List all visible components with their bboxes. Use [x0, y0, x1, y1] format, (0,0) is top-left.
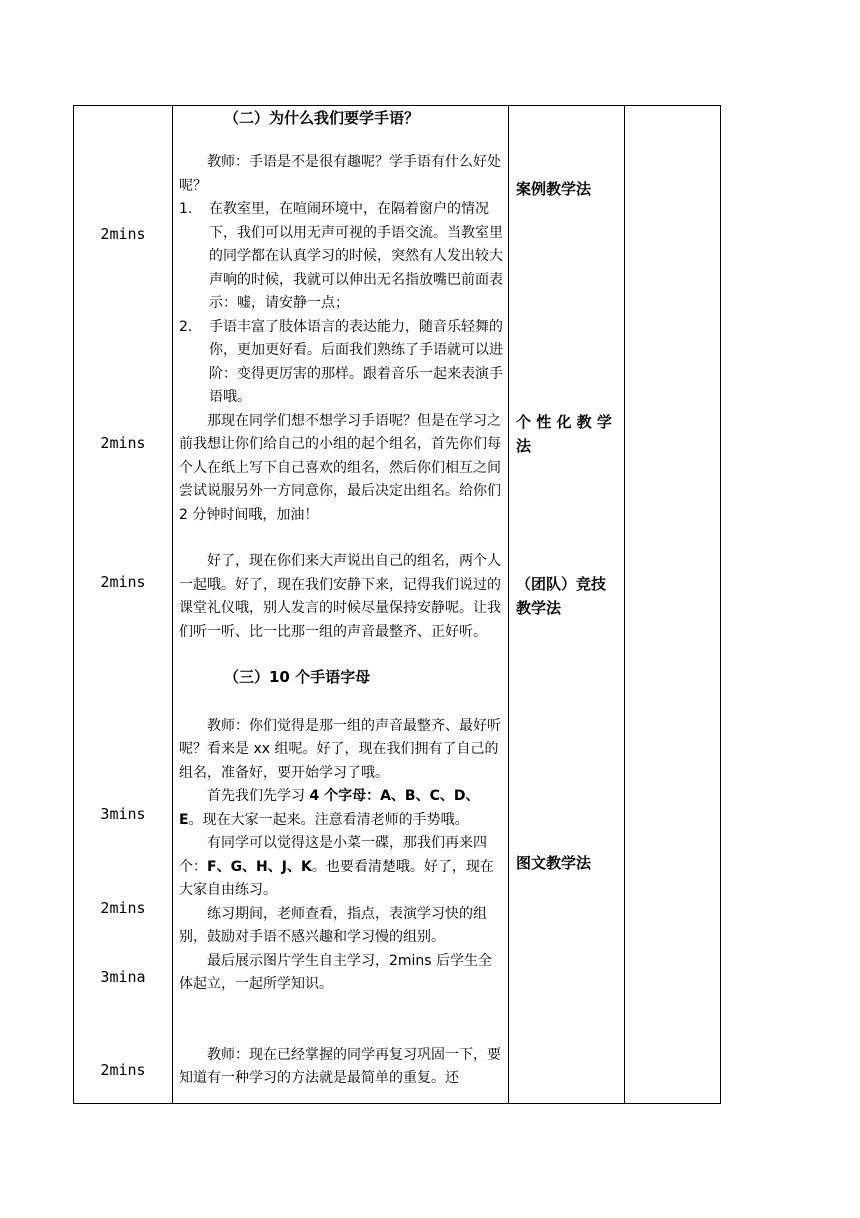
section-heading: （三）10 个手语字母: [224, 668, 371, 686]
item-text: 手语丰富了肢体语言的表达能力，随音乐轻舞的你，更加更好看。后面我们熟练了手语就可以进阶：变得更厉害的那样。跟着音乐一起来表演手语哦。: [209, 318, 503, 405]
paragraph: 教师：现在已经掌握的同学再复习巩固一下，要知道有一种学习的方法就是最简单的重复。还: [179, 1046, 501, 1086]
paragraph: 最后展示图片学生自主学习，2mins 后学生全体起立，一起所学知识。: [179, 952, 493, 992]
item-number: 2.: [179, 318, 193, 335]
paragraph: 好了，现在你们来大声说出自己的组名，两个人一起哦。好了，现在我们安静下来，记得我们说过的课堂礼仪哦，别人发言的时候尽量保持安静呢。让我们听一听、比一比那一组的声音最整齐、正好听。: [179, 553, 501, 640]
method-cell: 图文教学法: [516, 854, 592, 872]
paragraph: 那现在同学们想不想学习手语呢？但是在学习之前我想让你们给自己的小组的起个组名，首先你们每个人在纸上写下自己喜欢的组名，然后你们相互之间尝试说服另外一方同意你，最后决定出组名。给你们 2 分钟时间哦，加油！: [179, 412, 501, 523]
time-cell: 2mins: [100, 573, 146, 591]
time-cell: 2mins: [100, 434, 146, 452]
text-span: 首先我们先学习: [207, 788, 310, 804]
text-span: 。也要看清楚哦。好了，现在大家自由练习。: [179, 858, 494, 898]
time-cell: 3mina: [100, 968, 146, 986]
text-span: 有同学可以觉得这是小菜一碟，那我们再来四个：: [179, 835, 487, 875]
item-number: 1.: [179, 201, 193, 217]
bold-letters: F、G、H、J、K: [207, 858, 312, 875]
text-span: 。现在大家一起来。注意看清老师的手势哦。: [188, 811, 469, 828]
column-divider: [172, 106, 173, 1103]
paragraph: 教师：手语是不是很有趣呢？学手语有什么好处呢？: [179, 154, 501, 194]
lesson-table: [73, 105, 721, 1104]
time-cell: 2mins: [100, 1061, 146, 1079]
paragraph: [179, 785, 503, 832]
numbered-item: [179, 198, 503, 316]
paragraph: 练习期间，老师查看，指点，表演学习快的组别，鼓励对手语不感兴趣和学习慢的组别。: [179, 905, 487, 945]
section-heading: （二）为什么我们要学手语？: [224, 109, 420, 127]
column-divider: [508, 106, 509, 1103]
time-cell: 2mins: [100, 225, 146, 243]
column-divider: [624, 106, 625, 1103]
paragraph: [179, 832, 503, 903]
method-cell: 案例教学法: [516, 180, 592, 198]
time-cell: 2mins: [100, 899, 146, 917]
time-cell: 3mins: [100, 805, 146, 823]
paragraph: 教师：你们觉得是那一组的声音最整齐、最好听呢？看来是 xx 组呢。好了，现在我们拥有了自己的组名，准备好，要开始学习了哦。: [179, 717, 501, 781]
item-text: 在教室里，在喧闹环境中，在隔着窗户的情况下，我们可以用无声可视的手语交流。当教室里的同学都在认真学习的时候，突然有人发出较大声响的时候，我就可以伸出无名指放嘴巴前面表示：嘘，请安静一点；: [209, 201, 503, 311]
method-cell: 个 性 化 教 学 法: [516, 413, 612, 455]
lesson-content: [179, 106, 503, 1091]
method-cell: （团队）竞技教学法: [516, 575, 607, 617]
numbered-item: [179, 316, 503, 410]
bold-letters: 4 个字母：A、B、C、D、E: [179, 788, 480, 828]
